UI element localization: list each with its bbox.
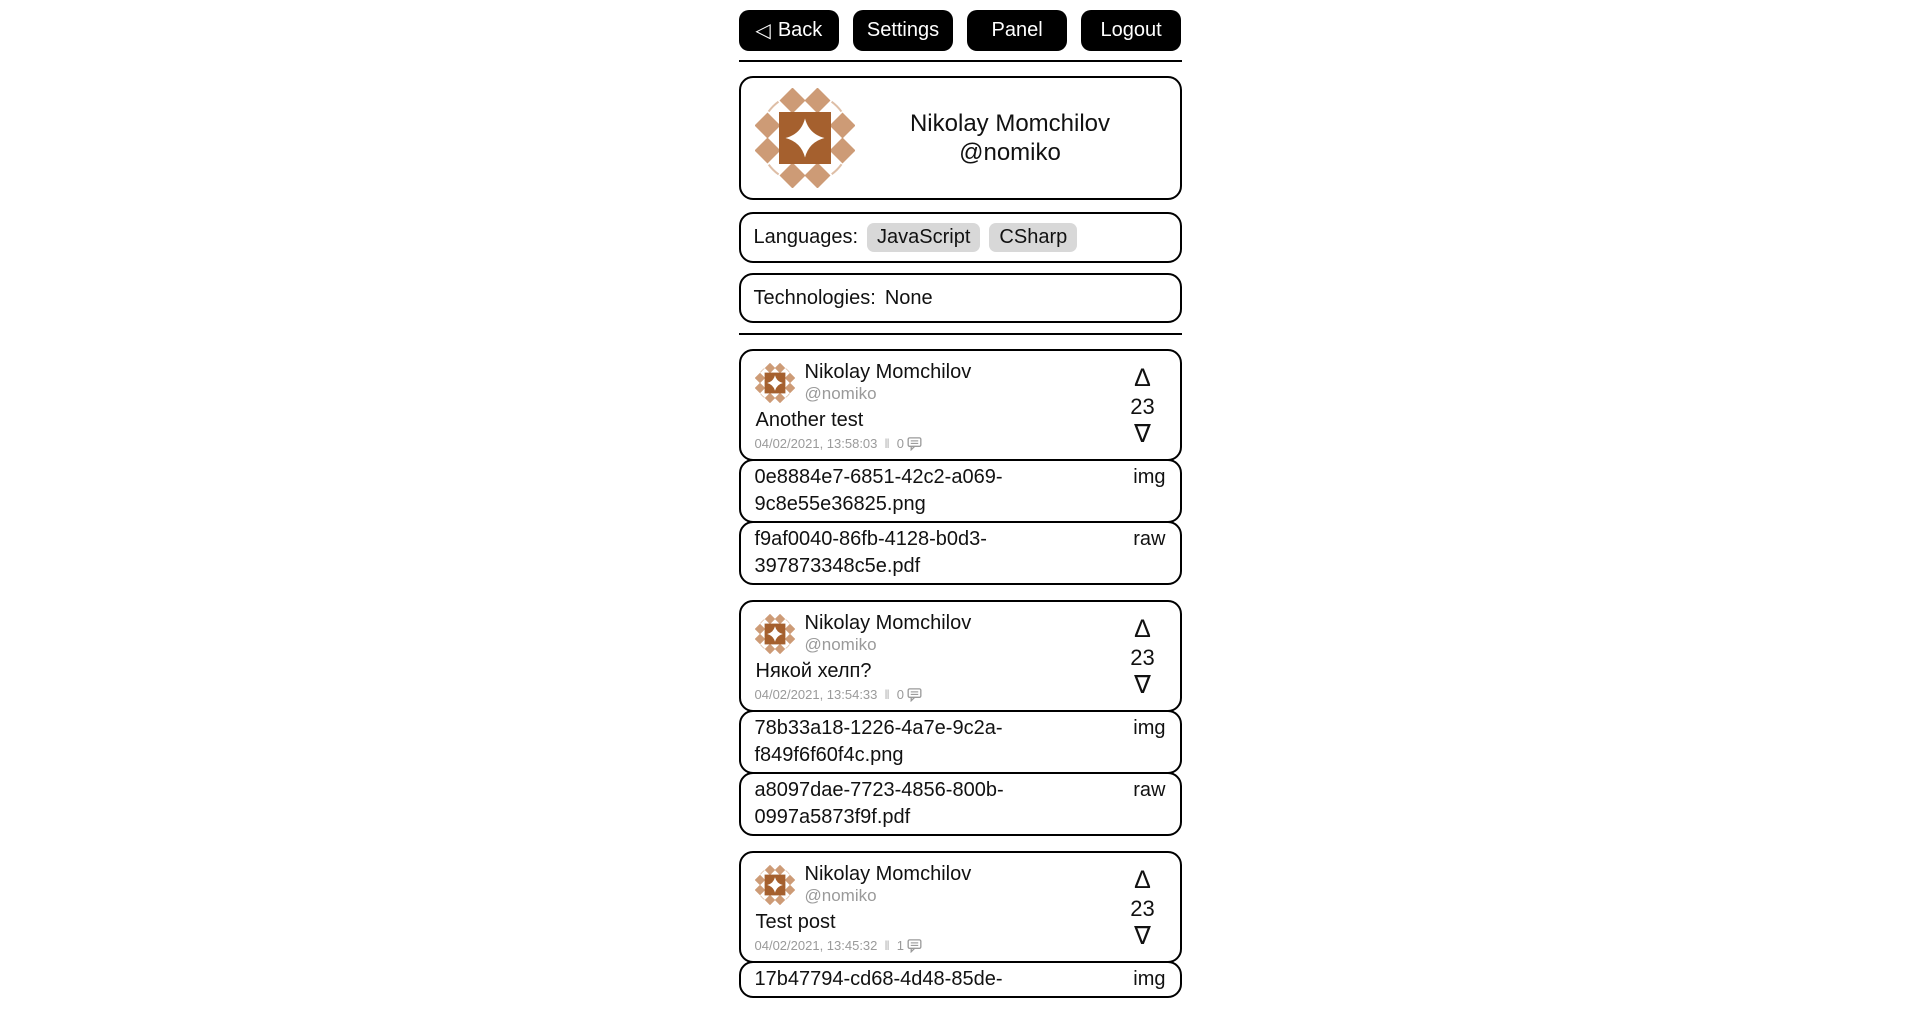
back-button[interactable]: [739, 10, 839, 51]
meta-separator: ‖: [884, 436, 890, 451]
downvote-button[interactable]: ∇: [1134, 420, 1151, 448]
meta-separator: ‖: [884, 687, 890, 702]
upvote-button[interactable]: Δ: [1134, 364, 1151, 392]
post-card[interactable]: [739, 851, 1182, 963]
post-header: [755, 863, 1166, 906]
attachment-row[interactable]: [739, 521, 1182, 585]
attachment-type-badge: img: [1133, 717, 1166, 739]
post-avatar-identicon: [755, 865, 795, 905]
comment-count-value: 0: [896, 687, 904, 702]
vote-column: [1126, 617, 1160, 698]
back-button-label: Back: [777, 19, 823, 41]
technologies-card: [739, 273, 1182, 323]
panel-button[interactable]: Panel: [967, 10, 1067, 51]
post-author-handle: @nomiko: [804, 384, 877, 403]
technologies-label: Technologies:: [753, 286, 876, 309]
vote-column: [1126, 868, 1160, 949]
attachment-row[interactable]: [739, 961, 1182, 998]
profile-handle: @nomiko: [959, 139, 1061, 166]
comment-count: [897, 938, 922, 953]
post-author: [805, 863, 972, 906]
comment-count: [897, 687, 922, 702]
downvote-button[interactable]: ∇: [1134, 922, 1151, 950]
divider-posts: [739, 333, 1182, 335]
post-author-name: Nikolay Momchilov: [804, 863, 972, 885]
vote-column: [1126, 366, 1160, 447]
languages-label: Languages:: [753, 226, 859, 248]
profile-card: [739, 76, 1182, 200]
post-author: [805, 612, 972, 655]
comment-count-value: 1: [896, 938, 904, 953]
post-header: [755, 612, 1166, 655]
post-timestamp: 04/02/2021, 13:45:32: [754, 938, 878, 953]
post-card[interactable]: [739, 349, 1182, 461]
profile-name: Nikolay Momchilov: [909, 110, 1111, 137]
attachment-row[interactable]: [739, 459, 1182, 523]
post-title: Another test: [755, 409, 864, 431]
post-timestamp: 04/02/2021, 13:58:03: [754, 436, 878, 451]
post-meta: [755, 938, 1166, 953]
vote-count: 23: [1130, 393, 1155, 419]
languages-card: [739, 212, 1182, 263]
attachment-filename: f9af0040-86fb-4128-b0d3-397873348c5e.pdf: [754, 528, 987, 577]
post-card[interactable]: [739, 600, 1182, 712]
vote-count: 23: [1130, 644, 1155, 670]
comment-count: [897, 436, 922, 451]
attachment-type-badge: img: [1133, 968, 1166, 990]
upvote-button[interactable]: Δ: [1134, 866, 1151, 894]
post-group: [739, 600, 1182, 836]
attachment-type-badge: raw: [1133, 779, 1166, 801]
profile-avatar-identicon: [755, 88, 855, 188]
attachment-type-badge: raw: [1133, 528, 1166, 550]
downvote-button[interactable]: ∇: [1134, 671, 1151, 699]
attachment-filename: a8097dae-7723-4856-800b-0997a5873f9f.pdf: [754, 779, 1004, 828]
post-author-handle: @nomiko: [804, 635, 877, 654]
post-title: Test post: [755, 911, 836, 933]
comment-bubble-icon: [907, 687, 922, 702]
divider-top: [739, 60, 1182, 62]
post-author-handle: @nomiko: [804, 886, 877, 905]
vote-count: 23: [1130, 895, 1155, 921]
post-group: [739, 851, 1182, 998]
attachment-row[interactable]: [739, 772, 1182, 836]
main-column: [739, 0, 1182, 998]
logout-button[interactable]: Logout: [1081, 10, 1181, 51]
post-meta: [755, 436, 1166, 451]
attachment-row[interactable]: [739, 710, 1182, 774]
post-author: [805, 361, 972, 404]
upvote-button[interactable]: Δ: [1134, 615, 1151, 643]
post-timestamp: 04/02/2021, 13:54:33: [754, 687, 878, 702]
profile-names: [855, 109, 1166, 167]
toolbar: [739, 0, 1182, 51]
comment-count-value: 0: [896, 436, 904, 451]
post-author-name: Nikolay Momchilov: [804, 612, 972, 634]
post-author-name: Nikolay Momchilov: [804, 361, 972, 383]
attachment-type-badge: img: [1133, 466, 1166, 488]
language-tag: CSharp: [989, 223, 1077, 252]
settings-button[interactable]: Settings: [853, 10, 953, 51]
post-avatar-identicon: [755, 363, 795, 403]
language-tag: JavaScript: [867, 223, 980, 252]
meta-separator: ‖: [884, 938, 890, 953]
post-title: Някой хелп?: [755, 660, 872, 682]
comment-bubble-icon: [907, 436, 922, 451]
back-arrow-icon: ◁: [755, 20, 771, 42]
post-avatar-identicon: [755, 614, 795, 654]
post-meta: [755, 687, 1166, 702]
post-header: [755, 361, 1166, 404]
attachment-filename: 17b47794-cd68-4d48-85de-: [754, 968, 1003, 990]
comment-bubble-icon: [907, 938, 922, 953]
attachment-filename: 0e8884e7-6851-42c2-a069-9c8e55e36825.png: [754, 466, 1003, 515]
technologies-value: None: [884, 286, 933, 309]
attachment-filename: 78b33a18-1226-4a7e-9c2a-f849f6f60f4c.png: [754, 717, 1003, 766]
post-group: [739, 349, 1182, 585]
